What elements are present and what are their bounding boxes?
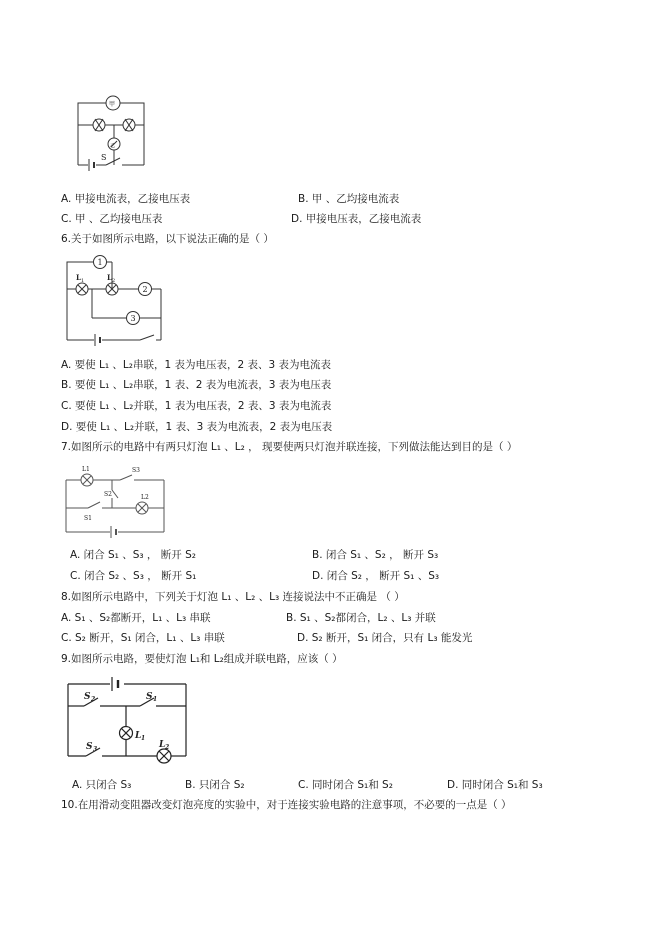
- q8-option-a[interactable]: A. S₁ 、S₂都断开，L₁ 、L₃ 串联: [61, 612, 211, 624]
- q6-option-d[interactable]: D. 要使 L₁ 、L₂并联，1 表、3 表为电流表，2 表为电压表: [61, 421, 333, 433]
- q8-stem: 8.如图所示电路中，下列关于灯泡 L₁ 、L₂ 、L₃ 连接说法中不正确是 （ ）: [61, 591, 405, 603]
- q7-circuit-figure: [62, 460, 170, 540]
- q5-option-c[interactable]: C. 甲 、乙均接电压表: [61, 213, 163, 225]
- q7-option-b[interactable]: B. 闭合 S₁ 、S₂ ， 断开 S₃: [312, 549, 439, 561]
- q6-option-b[interactable]: B. 要使 L₁ 、L₂串联，1 表、2 表为电流表，3 表为电压表: [61, 379, 332, 391]
- q9-stem: 9.如图所示电路，要使灯泡 L₁和 L₂组成并联电路，应该（ ）: [61, 653, 343, 665]
- q9-s1-label: S: [146, 692, 153, 702]
- q7-l2-label: L2: [141, 494, 149, 501]
- q9-l2-label: L: [159, 740, 166, 750]
- q6-circuit-figure: [62, 252, 172, 350]
- q7-s1-label: S1: [84, 515, 92, 522]
- q8-option-c[interactable]: C. S₂ 断开，S₁ 闭合，L₁ 、L₃ 串联: [61, 632, 225, 644]
- q6-meter-2-label: 2: [142, 285, 148, 294]
- q7-l1-label: L1: [82, 466, 90, 473]
- q7-option-d[interactable]: D. 闭合 S₂ ， 断开 S₁ 、S₃: [312, 570, 440, 582]
- q6-meter-1-label: 1: [97, 258, 103, 267]
- q8-option-b[interactable]: B. S₁ 、S₂都闭合，L₂ 、L₃ 并联: [286, 612, 436, 624]
- q5-option-b[interactable]: B. 甲 、乙均接电流表: [298, 193, 400, 205]
- q5-switch-label: S: [101, 153, 107, 162]
- q9-option-c[interactable]: C. 同时闭合 S₁和 S₂: [298, 779, 393, 791]
- q6-option-a[interactable]: A. 要使 L₁ 、L₂串联，1 表为电压表，2 表、3 表为电流表: [61, 359, 332, 371]
- q8-option-d[interactable]: D. S₂ 断开，S₁ 闭合，只有 L₃ 能发光: [297, 632, 473, 644]
- q9-s2-label: S: [84, 692, 91, 702]
- q6-l2-sub: 2: [112, 278, 116, 284]
- q6-l1-label: L: [76, 273, 81, 282]
- q5-option-a[interactable]: A. 甲接电流表，乙接电压表: [61, 193, 191, 205]
- q6-meter-3-label: 3: [130, 314, 136, 323]
- q9-l1-sub: 1: [141, 735, 146, 742]
- q9-option-b[interactable]: B. 只闭合 S₂: [185, 779, 245, 791]
- q9-circuit-figure: [62, 672, 194, 772]
- q5-option-d[interactable]: D. 甲接电压表，乙接电流表: [291, 213, 422, 225]
- q9-l1-label: L: [135, 731, 142, 741]
- q7-option-c[interactable]: C. 闭合 S₂ 、S₃ ， 断开 S₁: [70, 570, 197, 582]
- q9-l2-sub: 2: [165, 744, 170, 751]
- q10-stem: 10.在用滑动变阻器改变灯泡亮度的实验中，对于连接实验电路的注意事项，不必要的一点是（ ）: [61, 799, 512, 811]
- q7-s2-label: S2: [104, 491, 112, 498]
- q9-s1-sub: 1: [153, 696, 158, 703]
- q6-stem: 6.关于如图所示电路，以下说法正确的是（ ）: [61, 233, 274, 245]
- q7-stem: 7.如图所示的电路中有两只灯泡 L₁ 、L₂ ， 现要使两只灯泡并联连接，下列做法能达到目的是（ ）: [61, 441, 518, 453]
- q9-option-d[interactable]: D. 同时闭合 S₁和 S₃: [447, 779, 543, 791]
- q9-s3-sub: 3: [93, 746, 98, 753]
- q9-option-a[interactable]: A. 只闭合 S₃: [72, 779, 132, 791]
- q7-option-a[interactable]: A. 闭合 S₁ 、S₃ ， 断开 S₂: [70, 549, 196, 561]
- q7-s3-label: S3: [132, 467, 140, 474]
- q6-l1-sub: 1: [81, 278, 85, 284]
- q6-l2-label: L: [107, 273, 112, 282]
- q5-circuit-figure: [70, 95, 152, 173]
- q9-s2-sub: 2: [91, 696, 96, 703]
- q9-s3-label: S: [86, 742, 93, 752]
- q6-option-c[interactable]: C. 要使 L₁ 、L₂并联，1 表为电压表，2 表、3 表为电流表: [61, 400, 332, 412]
- q5-meter-yi-label: 乙: [110, 143, 116, 149]
- q5-meter-jia-label: 甲: [109, 101, 116, 108]
